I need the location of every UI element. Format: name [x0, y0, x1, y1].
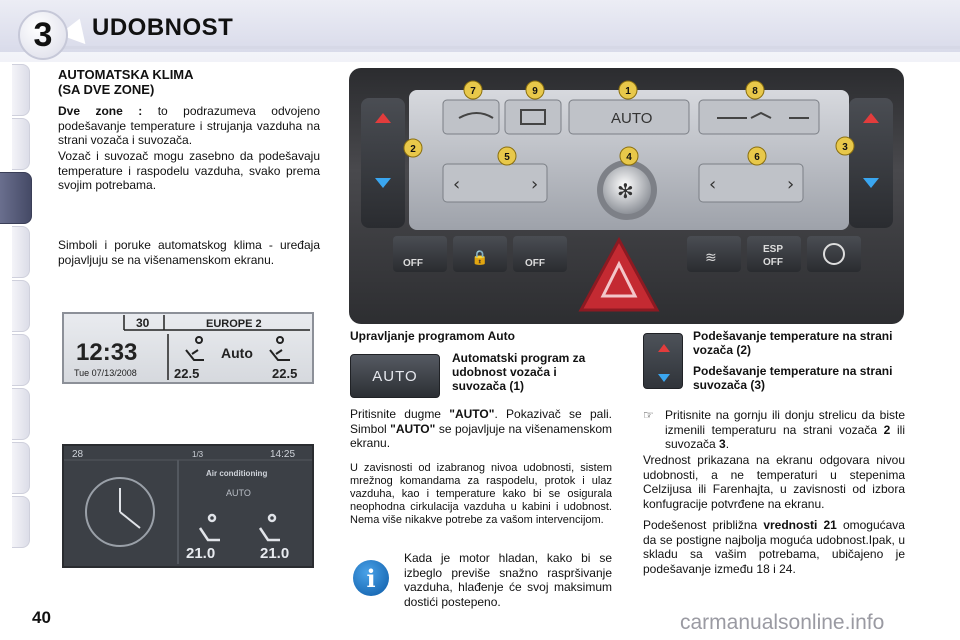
watermark: carmanualsonline.info: [680, 611, 885, 634]
park-sensor-label: OFF: [403, 258, 423, 269]
analog-clock-icon: [86, 478, 154, 546]
recommend-text-pre: Podešenost približna: [643, 518, 758, 532]
color-left-temp: 21.0: [186, 545, 216, 562]
passenger-temp-caption: Podešavanje temperature na strani suvozača (3): [693, 364, 893, 392]
multifunction-display-mono: [62, 312, 314, 384]
recommend-value: vrednosti 21: [763, 518, 837, 532]
bullet-text-pre: Pritisnite na gornju ili donju strelicu da biste izmenili temperaturu na strani vozača: [665, 408, 905, 437]
chapter-tab[interactable]: [12, 334, 30, 386]
volumetric-alarm-label: OFF: [525, 258, 545, 269]
chevron-right-icon: ›: [531, 174, 539, 195]
display-left-temp: 22.5: [174, 366, 200, 381]
color-mode: AUTO: [226, 488, 251, 498]
page-header: [0, 0, 960, 62]
auto-instruction: [350, 407, 612, 451]
color-temp-top: 28: [72, 449, 84, 460]
page-number: 40: [32, 608, 51, 627]
fan-icon: ✻: [617, 179, 634, 203]
callout-2: 2: [410, 144, 416, 155]
info-text: Kada je motor hladan, kako bi se izbeglo previše snažno raspršivanje vazduha, hlađenje će svoj maksimum dostići postepeno.: [404, 551, 612, 609]
temp-up-arrow-icon: [658, 344, 670, 352]
climate-control-panel: [349, 68, 904, 324]
esp-label: ESP: [763, 244, 784, 255]
callout-3: 3: [842, 142, 848, 153]
display-time: 12:33: [76, 339, 138, 366]
auto-button-label: AUTO: [611, 110, 653, 127]
display-temp-top: 30: [136, 316, 150, 330]
seat-left-icon: [200, 515, 220, 540]
display-radio: EUROPE 2: [206, 318, 262, 330]
chevron-right-icon: ›: [787, 174, 795, 195]
auto-button-thumbnail: [350, 354, 440, 398]
chapter-tab[interactable]: [12, 226, 30, 278]
chapter-title: UDOBNOST: [92, 14, 234, 41]
chapter-tab[interactable]: [12, 118, 30, 170]
hazard-button[interactable]: [581, 240, 657, 310]
temp-value-explanation: Vrednost prikazana na ekranu odgovara nivou udobnosti, a ne temperaturi u stepenima Celzijusa ili Farenhajta, u zavisnosti od izbora konfugracije potvrđene na ekranu.: [643, 453, 905, 511]
auto-text-auto2: "AUTO": [390, 421, 436, 436]
callout-8: 8: [752, 86, 758, 97]
section-title: [58, 67, 194, 97]
auto-caption: Automatski program za udobnost vozača i suvozača (1): [452, 351, 586, 393]
recommend-text-post: omogućava da se postigne najbolja moguća udobnost.Ipak, u skladu sa vašim potrebama, ubičajeno je podešavanje između 18 i 24.: [643, 518, 905, 576]
bullet-num-driver: 2: [883, 422, 891, 437]
callout-5: 5: [504, 152, 510, 163]
chapter-tab-active[interactable]: [0, 172, 32, 224]
display-color-graphic: [64, 446, 312, 566]
suspension-icon: ≋: [705, 250, 717, 266]
temp-down-arrow-icon: [658, 374, 670, 382]
esp-sub-label: OFF: [763, 257, 783, 268]
callout-9: 9: [532, 86, 538, 97]
driver-temp-caption: Podešavanje temperature na strani vozača (2): [693, 329, 893, 357]
chapter-tab[interactable]: [12, 64, 30, 116]
color-right-temp: 21.0: [260, 545, 290, 562]
color-time: 14:25: [270, 449, 296, 460]
auto-text-pre: Pritisnite dugme: [350, 407, 441, 421]
bullet-text-mid: ili suvozača: [665, 422, 905, 452]
auto-text-post: se pojavljuje na višenamenskom ekranu.: [350, 421, 612, 451]
chevron-left-icon: ‹: [453, 174, 461, 195]
auto-text-mid: . Pokazivač se pali. Simbol: [350, 407, 612, 436]
dual-zone-label: Dve zone :: [58, 104, 143, 118]
header-divider: [60, 46, 960, 49]
section-title-line1: AUTOMATSKA KLIMA: [58, 67, 194, 82]
chapter-tab[interactable]: [12, 388, 30, 440]
chapter-number: 3: [18, 10, 68, 60]
dual-zone-paragraph: [58, 104, 320, 148]
callout-7: 7: [470, 86, 476, 97]
chapter-tab[interactable]: [12, 280, 30, 332]
info-icon: i: [353, 560, 389, 596]
paragraph-symbols: Simboli i poruke automatskog klima - uređaja pojavljuju se na višenamenskom ekranu.: [58, 238, 320, 267]
bullet-num-passenger: 3: [719, 437, 726, 452]
section-title-line2: (SA DVE ZONE): [58, 82, 155, 97]
seat-right-icon: [270, 337, 290, 360]
child-lock-button[interactable]: [807, 236, 861, 272]
callout-4: 4: [626, 152, 632, 163]
color-page: 1/3: [192, 450, 204, 459]
display-right-temp: 22.5: [272, 366, 298, 381]
display-date: Tue 07/13/2008: [74, 368, 137, 378]
temp-arrows-graphic: [644, 334, 684, 390]
temp-arrows-thumbnail: [643, 333, 683, 389]
chapter-tab[interactable]: [12, 496, 30, 548]
auto-system-text: U zavisnosti od izabranog nivoa udobnosti, sistem mrežnog komandama za raspodelu, protok i ulaz vazduha, kao i temperature kako bi se osigurala neophodna cirkulacija vazduha u kabini i udobnost. Nema više nikakve potrebe za vašom intervencijom.: [350, 462, 612, 526]
dual-zone-text: to podrazumeva odvojeno podešavanje temperature i strujanja vazduha na strani vozača i suvozača.: [58, 104, 320, 148]
rear-demist-button[interactable]: [505, 100, 561, 134]
temp-bullet: ☞ Pritisnite na gornju ili donju strelicu da biste izmenili temperaturu na strani vozača 2 ili suvozača 3.: [643, 408, 905, 452]
bullet-icon: ☞: [643, 408, 654, 422]
console-graphic: [349, 68, 904, 324]
color-menu-title: Air conditioning: [206, 469, 268, 478]
display-mode: Auto: [221, 345, 253, 361]
callout-6: 6: [754, 152, 760, 163]
auto-thumbnail-label: AUTO: [372, 367, 418, 385]
callout-1: 1: [625, 86, 631, 97]
seat-right-icon: [260, 515, 280, 540]
chevron-left-icon: ‹: [709, 174, 717, 195]
chapter-tabs: [0, 64, 32, 584]
auto-section-heading: Upravljanje programom Auto: [350, 329, 515, 343]
auto-text-auto1: "AUTO": [449, 407, 495, 421]
chapter-tab[interactable]: [12, 442, 30, 494]
temp-recommendation: [643, 518, 905, 576]
paragraph-zones: Vozač i suvozač mogu zasebno da podešavaju temperature i raspodelu vazduha, svako prema svojim potrebama.: [58, 149, 320, 193]
multifunction-display-color: [62, 444, 314, 568]
display-mono-graphic: [64, 314, 312, 382]
lock-icon: 🔒: [471, 250, 489, 266]
seat-left-icon: [186, 337, 204, 360]
